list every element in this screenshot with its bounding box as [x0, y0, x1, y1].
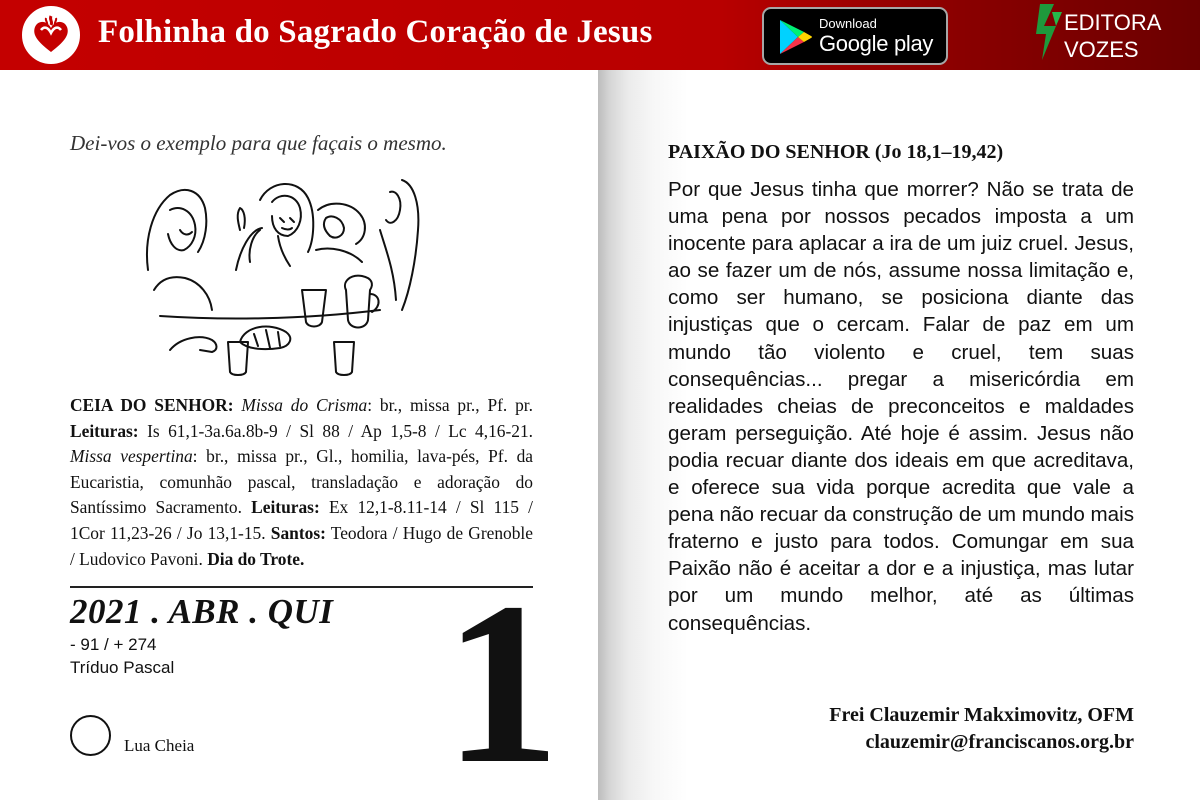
author-email[interactable]: clauzemir@franciscanos.org.br [865, 731, 1134, 753]
left-page [0, 70, 598, 800]
liturgy-notes [70, 393, 533, 572]
badge-download-label: Download [819, 16, 877, 31]
reflection-body: Por que Jesus tinha que morrer? Não se trata de uma pena por nossos pecados imposta a um inocente para aplacar a ira de um juiz cruel. Jesus, ao se fazer um de nós, assume nossa limitação e, como ser humano, se posiciona diante das injustiças que o cercam. Falar de paz em um mundo tão violento e cruel, tem suas consequências... pregar a misericórdia em realidades cheias de preconceitos e maldades geram perseguição. Até hoje é assim. Jesus não podia recuar diante dos ideais em que acreditava, e oferece sua vida porque acredita que vale a pena não recuar da construção de um mundo mais fraterno e justo para todos. Comungar em sua Paixão não é aceitar a dor e a injustiça, mas lutar por um mundo melhor, até as últimas consequências. [668, 178, 1134, 635]
readings-text: Is 61,1-3a.6a.8b-9 / Sl 88 / Ap 1,5-8 / Lc 4,16-21. [147, 420, 534, 441]
google-play-icon [778, 19, 812, 55]
reflection-title: PAIXÃO DO SENHOR (Jo 18,1–19,42) [668, 141, 1004, 163]
author-name: Frei Clauzemir Makximovitz, OFM [829, 704, 1134, 726]
moon-phase-label: Lua Cheia [124, 736, 195, 755]
liturgy-evening-mass: Missa vespertina [70, 446, 193, 467]
publisher-name[interactable]: EDITORA VOZES [1064, 10, 1162, 62]
liturgy-text: : br., missa pr., Pf. pr. [367, 395, 533, 415]
badge-store-label: Google play [819, 31, 934, 56]
right-page [598, 70, 1200, 800]
saints-text: Teodora / Hugo de Grenoble / Ludovico Pavoni. [70, 522, 533, 569]
observance-label: Dia do Trote. [207, 548, 305, 569]
liturgy-feast-label: CEIA DO SENHOR: [70, 395, 234, 415]
liturgical-season: Tríduo Pascal [70, 658, 175, 677]
liturgy-chrism-mass: Missa do Crisma [241, 395, 368, 415]
epigraph: Dei-vos o exemplo para que façais o mesmo. [70, 131, 447, 155]
day-number: 1 [444, 555, 560, 800]
last-supper-illustration [140, 170, 430, 380]
sacred-heart-logo-icon[interactable] [22, 6, 80, 64]
day-counter: - 91 / + 274 [70, 635, 157, 654]
readings-text: Ex 12,1-8.11-14 / Sl 115 / 1Cor 11,23-26 / Jo 13,1-15. [70, 497, 533, 543]
saints-label: Santos: [270, 522, 326, 543]
editora-vozes-logo-icon[interactable] [1036, 2, 1066, 62]
liturgy-text: : br., missa pr., Gl., homilia, lava-pés, Pf. da Eucaristia, comunhão pascal, transladação e adoração do Santíssimo Sacramento. [70, 446, 533, 518]
date-line: 2021 . ABR . QUI [70, 592, 334, 631]
readings-label: Leituras: [70, 420, 139, 441]
readings-label: Leituras: [251, 497, 320, 518]
app-title: Folhinha do Sagrado Coração de Jesus [98, 14, 653, 50]
header-bar [0, 0, 1200, 70]
google-play-badge[interactable] [762, 7, 948, 65]
full-moon-icon [70, 715, 111, 756]
